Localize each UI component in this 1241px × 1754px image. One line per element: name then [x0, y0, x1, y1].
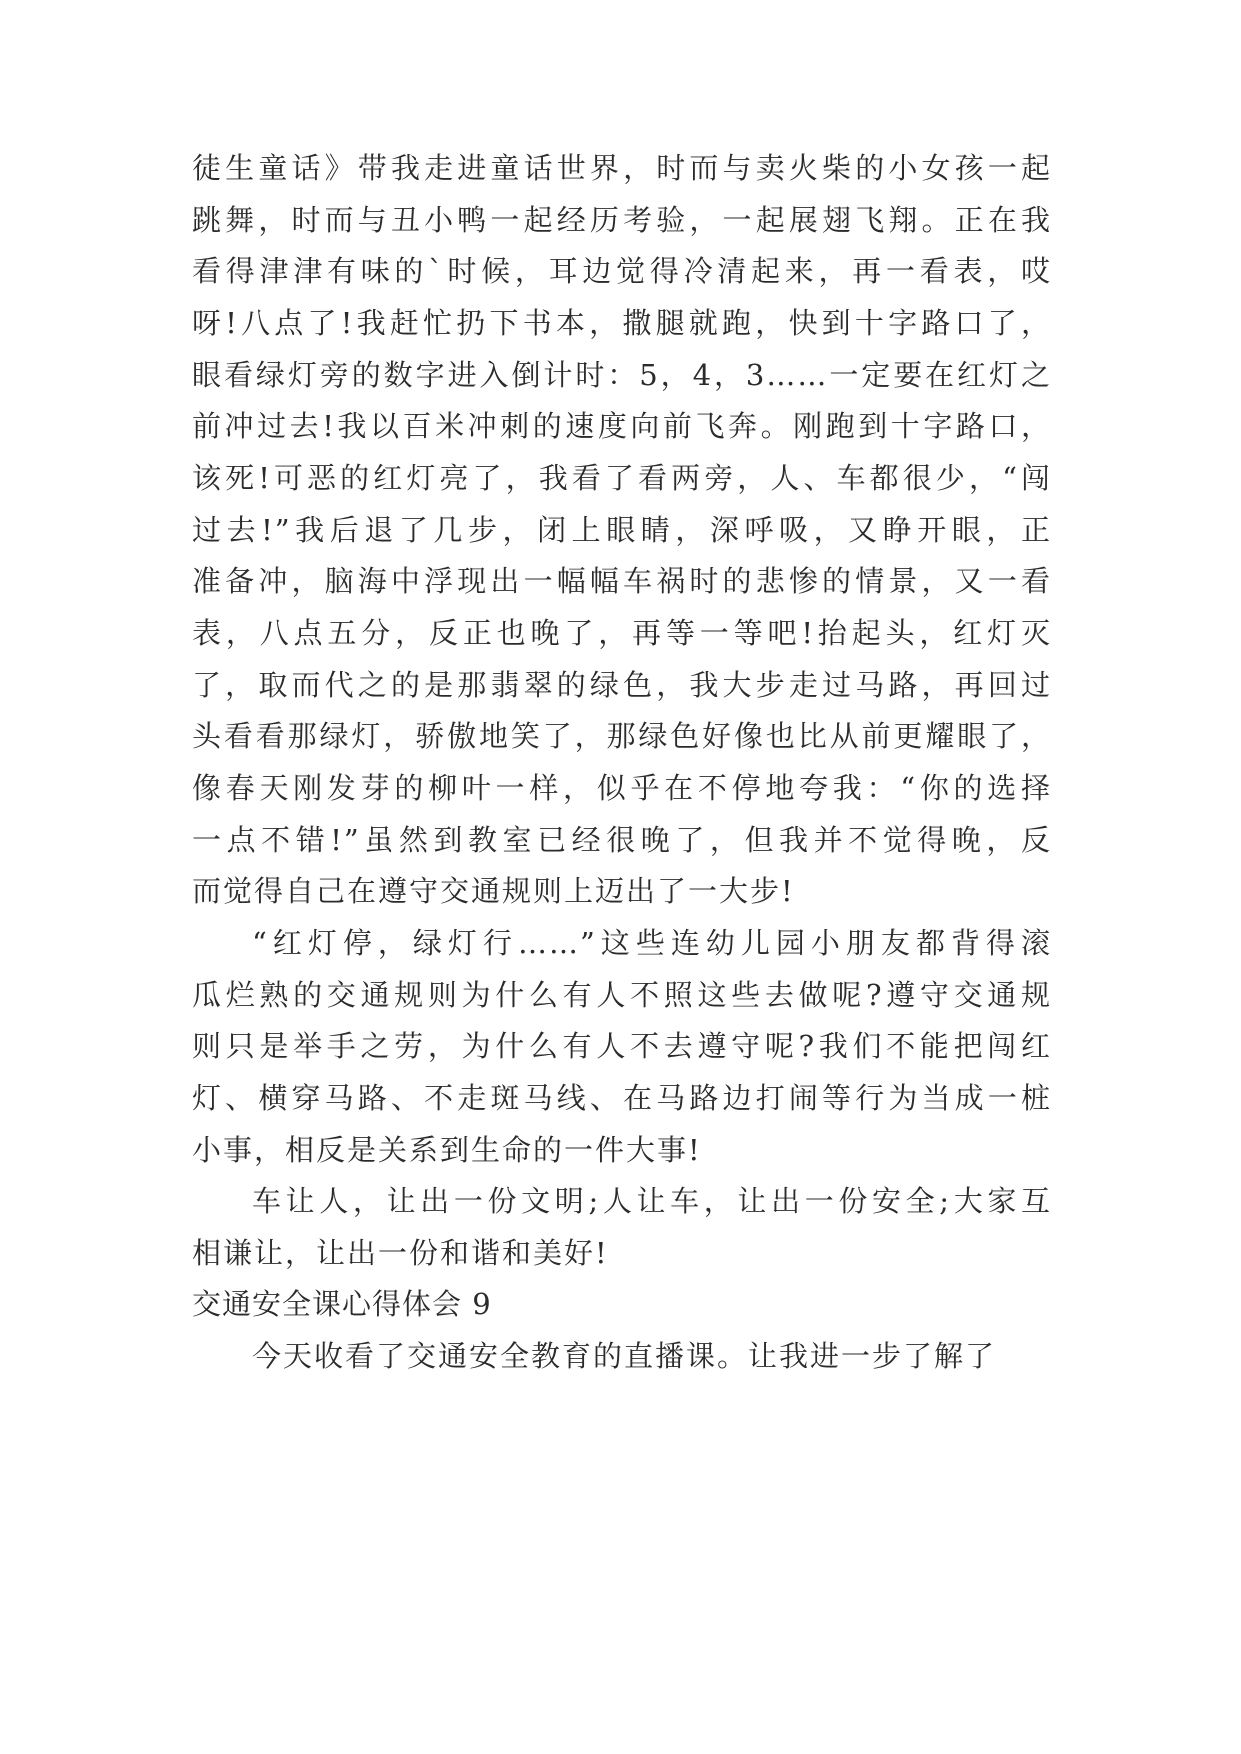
section-heading: 交通安全课心得体会 9	[192, 1287, 492, 1321]
paragraph-line: 而觉得自己在遵守交通规则上迈出了一大步!	[192, 874, 795, 908]
paragraph-line: 今天收看了交通安全教育的直播课。让我进一步了解了	[252, 1339, 997, 1373]
paragraph-line: 了，取而代之的是那翡翠的绿色，我大步走过马路，再回过	[192, 668, 1052, 702]
paragraph-line: 瓜烂熟的交通规则为什么有人不照这些去做呢?遵守交通规	[192, 978, 1052, 1012]
paragraph-line: 像春天刚发芽的柳叶一样，似乎在不停地夸我：“你的选择	[192, 771, 1052, 805]
paragraph-line: 该死!可恶的红灯亮了，我看了看两旁，人、车都很少，“闯	[192, 461, 1052, 495]
paragraph-line: 前冲过去!我以百米冲刺的速度向前飞奔。刚跑到十字路口，	[192, 409, 1052, 443]
paragraph-line: 则只是举手之劳，为什么有人不去遵守呢?我们不能把闯红	[192, 1029, 1052, 1063]
paragraph-line: 表，八点五分，反正也晚了，再等一等吧!抬起头，红灯灭	[192, 616, 1052, 650]
paragraph-line: 车让人，让出一份文明;人让车，让出一份安全;大家互	[252, 1184, 1052, 1218]
paragraph-line: 呀!八点了!我赶忙扔下书本，撒腿就跑，快到十字路口了，	[192, 306, 1052, 340]
paragraph-line: 一点不错!”虽然到教室已经很晚了，但我并不觉得晚，反	[192, 823, 1052, 857]
paragraph-line: 灯、横穿马路、不走斑马线、在马路边打闹等行为当成一桩	[192, 1081, 1052, 1115]
paragraph-line: 跳舞，时而与丑小鸭一起经历考验，一起展翅飞翔。正在我	[192, 203, 1052, 237]
paragraph-line: 头看看那绿灯，骄傲地笑了，那绿色好像也比从前更耀眼了，	[192, 719, 1052, 753]
paragraph-line: “红灯停，绿灯行……”这些连幼儿园小朋友都背得滚	[252, 926, 1052, 960]
paragraph-line: 相谦让，让出一份和谐和美好!	[192, 1236, 609, 1270]
paragraph-line: 小事，相反是关系到生命的一件大事!	[192, 1133, 702, 1167]
paragraph-line: 眼看绿灯旁的数字进入倒计时：5，4，3……一定要在红灯之	[192, 358, 1052, 392]
paragraph-line: 看得津津有味的`时候，耳边觉得冷清起来，再一看表，哎	[192, 254, 1052, 288]
paragraph-line: 过去!”我后退了几步，闭上眼睛，深呼吸，又睁开眼，正	[192, 513, 1052, 547]
paragraph-line: 徒生童话》带我走进童话世界，时而与卖火柴的小女孩一起	[192, 151, 1052, 185]
paragraph-line: 准备冲，脑海中浮现出一幅幅车祸时的悲惨的情景，又一看	[192, 564, 1052, 598]
